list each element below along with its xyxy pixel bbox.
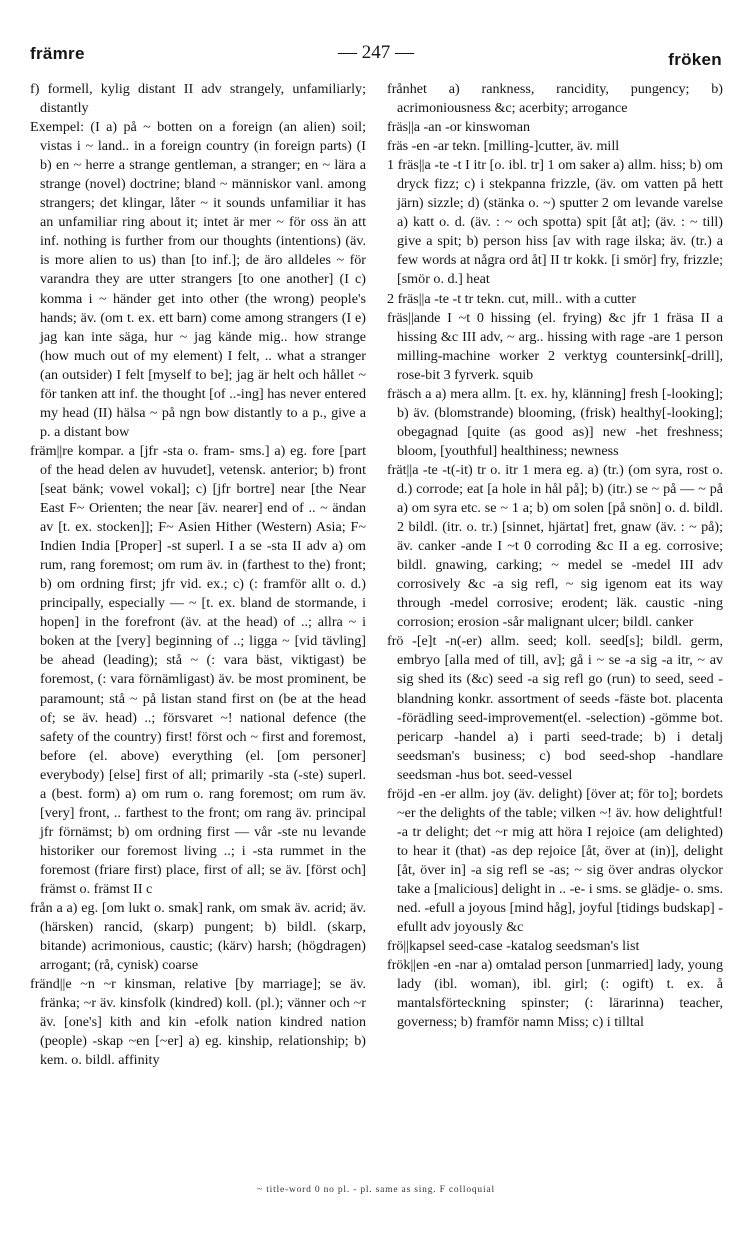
entry-paragraph: fröjd -en -er allm. joy (äv. delight) [över at; för to]; bordets ~er the delights of the table; vilken ~! äv. how delightful! -a tr delight; det ~r mig att höra I rejoice (am delighted) to hear it (that) -as dep rejoice [åt, över at (in)], delight [åt, över in] -a sig refl se -as; ~ sig över andras olyckor take a [malicious] delight in .. -e- i sms. se glädje- o. sms. ned. -efull a joyous [mind håg], joyful [tidings budskap] -efullt adv joyously &c [387, 785, 723, 936]
entry-paragraph: Exempel: (I a) på ~ botten on a foreign (an alien) soil; vistas i ~ land.. in a foreign country (in foreign parts) (I b) en ~ herre a strange gentleman, a stranger; en ~ lära a strange (novel) doctrine; bland ~ människor vanl. among strangers; det klingar, låter ~ it sounds unfamiliar it has an unfamiliar ring about it; intet är mer ~ för oss än att inf. nothing is further from our thoughts (intentions) (äv. is more alien to us) than [to inf.]; de äro alldeles ~ för varandra they are utter strangers [to one another] (I c) komma i ~ händer get into other (the wrong) people's hands; äv. (om t. ex. ett barn) come among strangers (I e) jag kan inte säga, hur ~ jag kände mig.. how strange (how much out of my element) I felt, .. what a stranger (an outsider) I felt [myself to be]; jag är helt och hållet ~ för tanken att inf. the thought [of ..-ing] has never entered my head (II) hälsa ~ på ngn bow distantly to a p., give a p. a distant bow [30, 119, 366, 440]
right-column [387, 80, 723, 1032]
right-headword: fröken [668, 50, 722, 69]
entry-paragraph: 2 fräs||a -te -t tr tekn. cut, mill.. with a cutter [387, 290, 637, 307]
page-number: — 247 — [338, 42, 414, 63]
entry-paragraph: frö -[e]t -n(-er) allm. seed; koll. seed[s]; bildl. germ, embryo [alla med of till, av]; gå i ~ se -a sig -a itr, ~ av sig shed its (&c) seed -a sig refl go (run) to seed, seed -blandning konkr. assortment of seeds -fäste bot. placenta -förädling seed-improvement(el. -selection) -gömme bot. pericarp -handel a) i parti seed-trade; b) i detalj seedsman's business; c) bod seed-shop -handlare seedsman -hus bot. seed-vessel [387, 633, 723, 783]
entry-paragraph: frö||kapsel seed-case -katalog seedsman's list [387, 938, 640, 955]
left-headword: främre [30, 44, 85, 63]
page-header [30, 42, 722, 68]
entry-paragraph: frök||en -en -nar a) omtalad person [unmarried] lady, young lady (ibl. woman), ibl. girl; (: ogift) t. ex. å mantalsförteckning spinster; (: lärarinna) teacher, governess; b) framför namn Miss; c) i tilltal [387, 957, 723, 1031]
entry-paragraph: fräs||a -an -or kinswoman [387, 119, 531, 136]
entry-paragraph: främ||re kompar. a [jfr -sta o. fram- sms.] a) eg. fore [part of the head delen av huvudet], vetensk. anterior; b) front [seat bänk; vowel vokal]; c) [jfr bortre] near [the Near East F~ Orienten; the near [äv. nearer] end of .. ~ ändan av [t. ex. stocken]]; F~ Asien Hither (Western) Asia; F~ Indien India [Proper] -st superl. I a se -sta II adv a) om rum, rang foremost; om rum äv. in (farthest to the) front; b) om ordning first; jfr vid. ex.; c) (: framför allt o. d.) principally, especially — ~ [t. ex. bland de stormande, i hopen] in the forefront (äv. at the head) of ..; allra ~ i boken at the [very] beginning of ..; ligga ~ [vid tävling] be ahead (leading); stå ~ (: vara bäst, viktigast) be foremost, (: vara förnämligast) äv. be most prominent, be paramount; stå ~ på listan stand first on (be at the head of; se äv. head) ..; försvaret ~! national defence (the safety of the country) first! först och ~ first and foremost, before (el. above) everything (el. [om personer] everybody) [else] first of all; primarily -sta (-ste) superl. a (best. form) a) om rum o. rang foremost; om rum äv. [very] front, .. farthest to the front; om rang äv. principal jfr förnämst; b) om ordning first — vår -ste nu levande historiker our foremost living ..; i -sta rummet in the foremost (friare first) place, first of all; se äv. [först och] främst o. främst II c [30, 442, 366, 897]
entry-paragraph: fräs -en -ar tekn. [milling-]cutter, äv. mill [387, 138, 620, 155]
entry-paragraph: f) formell, kylig distant II adv strangely, unfamiliarly; distantly [30, 81, 366, 117]
entry-paragraph: fränd||e ~n ~r kinsman, relative [by marriage]; se äv. fränka; ~r äv. kinsfolk (kindred) koll. (pl.); vänner och ~r äv. [one's] kith and kin -efolk nation kindred nation (people) -skap ~en [~er] a) eg. kinship, relationship; b) kem. o. bildl. affinity [30, 976, 366, 1069]
entry-paragraph: 1 fräs||a -te -t I itr [o. ibl. tr] 1 om saker a) allm. hiss; b) om dryck fizz; c) i stekpanna frizzle, (äv. om vatten på hett järn) sizzle; d) (stänka o. ~) sputter 2 om levande varelse a) katt o. d. (äv. : ~ och spotta) spit [åt at]; (äv. : ~ till) give a spit; b) person hiss [av with rage ilska; äv. (tr.) a few words at några ord åt] II tr kokk. [i smör] fry, frizzle; [smör o. d.] heat [387, 157, 723, 288]
entry-paragraph: frät||a -te -t(-it) tr o. itr 1 mera eg. a) (tr.) (om syra, rost o. d.) corrode; eat [a hole in hål på]; b) (itr.) se ~ på — ~ på a) om syra etc. se ~ 1 a; b) om solen [på snön] o. d. bildl. 2 bildl. (itr. o. tr.) [sinnet, hjärtat] fret, gnaw (äv. : ~ på); äv. canker -ande I ~t 0 corroding &c II a eg. corrosive; bildl. gnawing, carking; ~ medel se -medel III adv corrosively &c -a sig refl, ~ sig igenom eat its way through -medel corrosive; erodent; läk. caustic -ning corrosion; erosion -sår malignant ulcer; bildl. canker [387, 461, 723, 631]
footer-legend: ~ title-word 0 no pl. - pl. same as sing. F colloquial [257, 1185, 495, 1195]
entry-paragraph: frånhet a) rankness, rancidity, pungency; b) acrimoniousness &c; acerbity; arrogance [387, 81, 723, 117]
entry-paragraph: från a a) eg. [om lukt o. smak] rank, om smak äv. acrid; äv. (härsken) rancid, (skarp) pungent; b) bildl. (skarp, bitande) acrimonious, caustic; (kärv) harsh; (högdragen) arrogant; (rå, cynisk) coarse [30, 900, 366, 974]
entry-paragraph: fräs||ande I ~t 0 hissing (el. frying) &c jfr 1 fräsa II a hissing &c III adv, ~ arg.. hissing with rage -are 1 person milling-machine worker 2 verktyg countersink[-drill], rose-bit 3 fyrverk. squib [387, 309, 723, 383]
left-column [30, 80, 366, 1070]
entry-paragraph: fräsch a a) mera allm. [t. ex. hy, klänning] fresh [-looking]; b) äv. (blomstrande) blooming, (frisk) healthy[-looking]; obegagnad [quite (as good as)] new -het freshness; bloom, [youthful] healthiness; newness [387, 385, 723, 459]
